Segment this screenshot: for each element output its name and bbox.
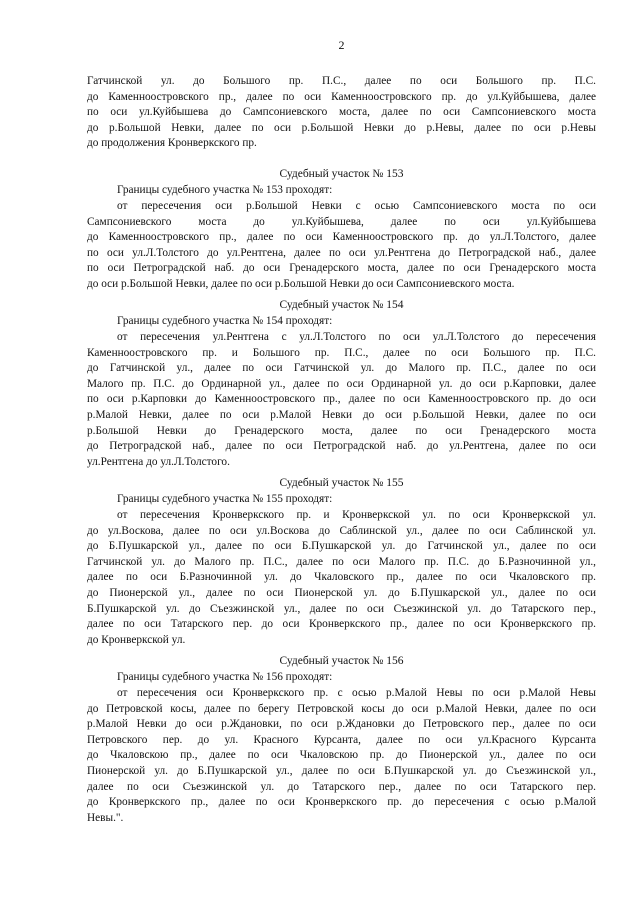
text-line: по оси ул.Л.Толстого до ул.Рентгена, далее по оси ул.Рентгена до Петроградской наб., далее	[87, 246, 596, 259]
section-body-155	[87, 508, 596, 648]
section-body-153	[87, 199, 596, 293]
text-line: до Петровской косы, далее по берегу Петровской косы до оси р.Малой Невки, далее по оси	[87, 702, 596, 715]
text-line: до Петроградской наб., далее по оси Петроградской наб. до ул.Рентгена, далее по оси	[87, 440, 596, 453]
text-line: далее по оси Б.Разночинной ул. до Чкаловского пр., далее по оси Чкаловского пр.	[87, 571, 596, 584]
text-line: до оси р.Большой Невки, далее по оси р.Большой Невки до оси Сампсониевского моста.	[87, 277, 515, 290]
text-line: до Кронверкской ул.	[87, 633, 186, 646]
section-body-154	[87, 330, 596, 470]
text-line: далее по оси Съезжинской ул. до Татарского пер., далее по оси Татарского пер.	[87, 780, 596, 793]
text-line: р.Малой Невки до оси р.Ждановки, по оси р.Ждановки до Петровского пер., далее по оси	[87, 718, 596, 731]
text-line: Б.Пушкарской ул. до Съезжинской ул., далее по оси Съезжинской ул. до Татарского пер.,	[87, 602, 596, 615]
section-heading-154: Судебный участок № 154	[279, 299, 404, 311]
text-line: Гатчинской ул. до Большого пр. П.С., далее по оси Большого пр. П.С.	[87, 75, 596, 87]
text-line: до Гатчинской ул., далее по оси Гатчинской ул. до Малого пр. П.С., далее по оси	[87, 362, 596, 375]
text-line: далее по оси Татарского пер. до оси Кронверкского пр., далее по оси Кронверкского пр.	[87, 618, 596, 631]
text-line: до продолжения Кронверкского пр.	[87, 137, 257, 150]
section-body-156	[87, 686, 596, 826]
text-line: Невы.".	[87, 811, 124, 824]
section-subhead-153: Границы судебного участка № 153 проходят:	[117, 184, 333, 196]
text-line: до Каменноостровского пр., далее по оси Каменноостровского пр. до ул.Л.Толстого, далее	[87, 231, 596, 244]
section-heading-153: Судебный участок № 153	[279, 168, 404, 180]
text-line: по оси р.Карповки до Каменноостровского пр., далее по оси Каменноостровского пр. до оси	[87, 393, 596, 406]
text-line: от пересечения Кронверкского пр. и Кронверкской ул. по оси Кронверкской ул.	[117, 509, 596, 521]
text-line: до Кронверкского пр., далее по оси Кронверкского пр. до пересечения с осью р.Малой	[87, 796, 596, 809]
text-line: от пересечения оси Кронверкского пр. с осью р.Малой Невы по оси р.Малой Невы	[117, 687, 596, 699]
page-number: 2	[338, 38, 345, 52]
section-subhead-155: Границы судебного участка № 155 проходят:	[117, 493, 333, 505]
text-line: от пересечения оси р.Большой Невки с осью Сампсониевского моста по оси	[117, 200, 596, 212]
text-line: по оси ул.Куйбышева до Сампсониевского моста, далее по оси Сампсониевского моста	[87, 106, 596, 119]
text-line: до Пионерской ул., далее по оси Пионерской ул. до Б.Пушкарской ул., далее по оси	[87, 586, 596, 599]
text-line: Каменноостровского пр. и Большого пр. П.С., далее по оси Большого пр. П.С.	[87, 346, 596, 359]
text-line: Петровского пер. до ул. Красного Курсанта, далее по оси ул.Красного Курсанта	[87, 733, 596, 746]
text-line: Сампсониевского моста до ул.Куйбышева, далее по оси ул.Куйбышева	[87, 215, 596, 228]
intro-paragraph	[87, 74, 596, 152]
section-heading-156: Судебный участок № 156	[279, 655, 404, 667]
text-line: до Каменноостровского пр., далее по оси Каменноостровского пр. до ул.Куйбышева, далее	[87, 90, 596, 103]
text-line: до ул.Воскова, далее по оси ул.Воскова до Саблинской ул., далее по оси Саблинской ул.	[87, 524, 596, 537]
text-line: по оси Петроградской наб. до оси Гренадерского моста, далее по оси Гренадерского моста	[87, 262, 596, 275]
section-subhead-156: Границы судебного участка № 156 проходят:	[117, 671, 333, 683]
text-line: до р.Большой Невки, далее по оси р.Большой Невки до р.Невы, далее по оси р.Невы	[87, 121, 596, 134]
text-line: Гатчинской ул. до Малого пр. П.С., далее по оси Малого пр. П.С. до Б.Разночинной ул.,	[87, 555, 596, 568]
text-line: до Б.Пушкарской ул., далее по оси Б.Пушкарской ул. до Гатчинской ул., далее по оси	[87, 540, 596, 553]
text-line: Пионерской ул. до Б.Пушкарской ул., далее по оси Б.Пушкарской ул. до Съезжинской ул.,	[87, 764, 596, 777]
text-line: р.Малой Невки, далее по оси р.Малой Невки до оси р.Большой Невки, далее по оси	[87, 408, 596, 421]
section-subhead-154: Границы судебного участка № 154 проходят:	[117, 315, 333, 327]
text-line: до Чкаловскою пр., далее по оси Чкаловскою пр. до Пионерской ул., далее по оси	[87, 749, 596, 762]
text-line: от пересечения ул.Рентгена с ул.Л.Толстого по оси ул.Л.Толстого до пересечения	[117, 331, 596, 343]
text-line: Малого пр. П.С. до Ординарной ул., далее по оси Ординарной ул. до оси р.Карповки, далее	[87, 377, 596, 390]
text-line: р.Большой Невки до Гренадерского моста, далее по оси Гренадерского моста	[87, 424, 596, 437]
text-line: ул.Рентгена до ул.Л.Толстого.	[87, 455, 230, 468]
section-heading-155: Судебный участок № 155	[279, 477, 404, 489]
